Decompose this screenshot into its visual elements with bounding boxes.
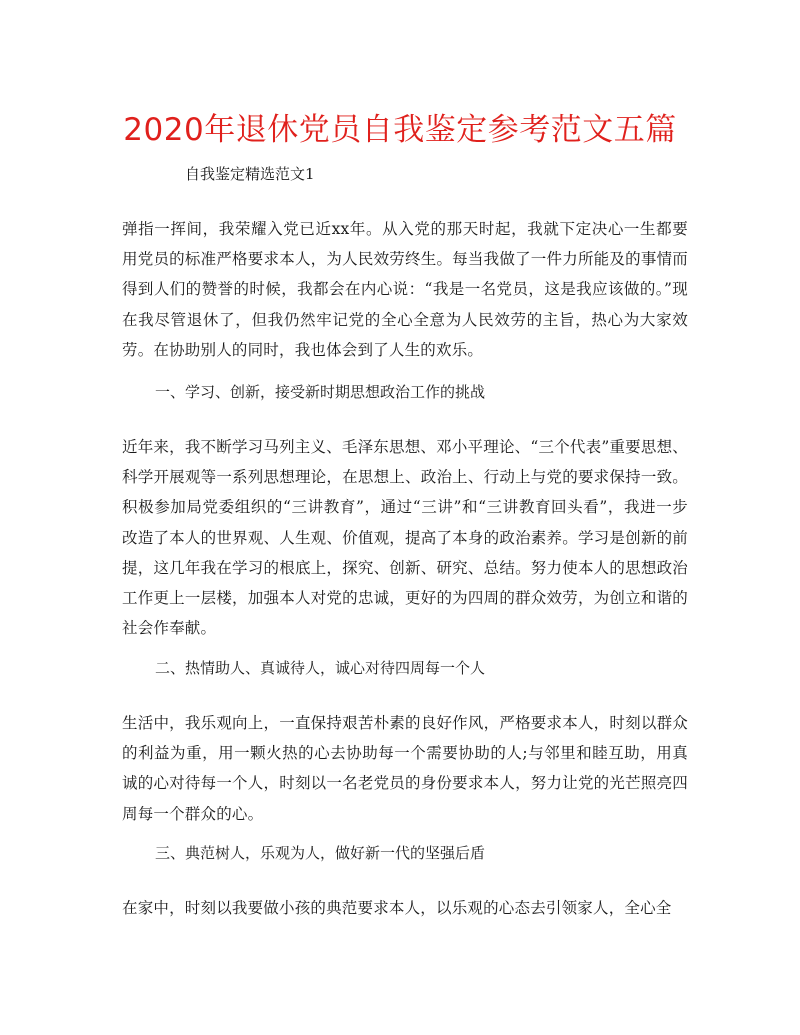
document-subtitle: 自我鉴定精选范文1	[185, 165, 315, 183]
section-heading-1: 一、学习、创新，接受新时期思想政治工作的挑战	[155, 383, 486, 401]
paragraph-2: 近年来，我不断学习马列主义、毛泽东思想、邓小平理论、“三个代表”重要思想、科学开展观等一系列思想理论，在思想上、政治上、行动上与党的要求保持一致。积极参加局党委组织的“三讲教育”，通过“三讲”和“三讲教育回头看”，我进一步改造了本人的世界观、人生观、价值观，提高了本身的政治素养。学习是创新的前提，这几年我在学习的根底上，探究、创新、研究、总结。努力使本人的思想政治工作更上一层楼，加强本人对党的忠诚，更好的为四周的群众效劳，为创立和谐的社会作奉献。	[122, 438, 688, 638]
paragraph-1: 弹指一挥间，我荣耀入党已近xx年。从入党的那天时起，我就下定决心一生都要用党员的标准严格要求本人，为人民效劳终生。每当我做了一件力所能及的事情而得到人们的赞誉的时候，我都会在内心说：“我是一名党员，这是我应该做的。”现在我尽管退休了，但我仍然牢记党的全心全意为人民效劳的主旨，热心为大家效劳。在协助别人的同时，我也体会到了人生的欢乐。	[122, 220, 688, 359]
paragraph-3: 生活中，我乐观向上，一直保持艰苦朴素的良好作风，严格要求本人，时刻以群众的利益为重，用一颗火热的心去协助每一个需要协助的人;与邻里和睦互助，用真诚的心对待每一个人，时刻以一名老党员的身份要求本人，努力让党的光芒照亮四周每一个群众的心。	[122, 714, 688, 823]
document-title: 2020年退休党员自我鉴定参考范文五篇	[123, 112, 677, 148]
paragraph-4: 在家中，时刻以我要做小孩的典范要求本人，以乐观的心态去引领家人，全心全	[122, 899, 672, 917]
section-heading-2: 二、热情助人、真诚待人，诚心对待四周每一个人	[155, 659, 486, 677]
section-heading-3: 三、典范树人，乐观为人，做好新一代的坚强后盾	[155, 844, 486, 862]
